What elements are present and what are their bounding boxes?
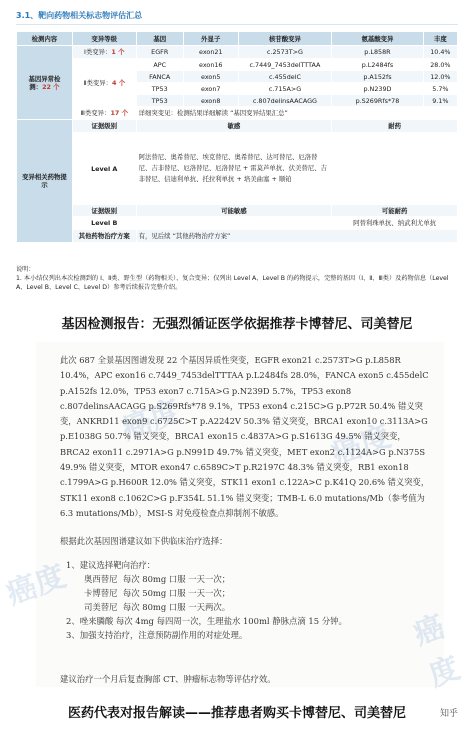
evidence-header: 证据级别 xyxy=(72,120,136,133)
watermark: 癌度 xyxy=(409,609,465,694)
table-row xyxy=(17,59,458,71)
drug-line xyxy=(60,572,430,586)
gene-cell: APC xyxy=(136,59,183,71)
exon-cell: exon5 xyxy=(183,71,238,83)
nuc-cell: c.2573T>G xyxy=(238,46,332,59)
drug-dose: 每次 80mg 口服 一天两次。 xyxy=(122,602,231,612)
col-header: 核苷酸变异 xyxy=(238,32,332,46)
gene-cell: FANCA xyxy=(136,71,183,83)
watermark: 癌度 xyxy=(117,393,186,447)
freq-cell: 9.1% xyxy=(423,95,457,107)
level-b: Level B xyxy=(72,217,136,230)
other-value: 有，见后续 “其他药物治疗方案” xyxy=(136,230,457,243)
sensitive-header: 敏感 xyxy=(136,120,332,133)
col-header: 丰度 xyxy=(423,32,457,46)
resistant-header: 耐药 xyxy=(332,120,458,133)
gene-section-label: 基因异常检 测：22 个 xyxy=(17,46,73,120)
summary-table xyxy=(16,31,458,243)
drug-label: 变异相关药物提示 xyxy=(17,120,73,243)
plan-intro: 根据此次基因图谱建议如下供临床治疗选择： xyxy=(60,536,228,546)
nuc-cell: c.7449_7453delTTTAA xyxy=(238,59,332,71)
table-header-row xyxy=(17,32,458,46)
col-header: 氨基酸变异 xyxy=(332,32,423,46)
plan-item-3: 3、加强支持治疗，注意预防副作用的对症处理。 xyxy=(66,630,248,640)
other-label: 其他药物治疗方案 xyxy=(72,230,136,243)
gene-cell: TP53 xyxy=(136,83,183,95)
table-row xyxy=(17,217,458,230)
level3-label: Ⅲ类变异：17 个 xyxy=(72,107,136,120)
table-row xyxy=(17,230,458,243)
drug-line xyxy=(60,600,430,614)
drug-name: 奥西替尼 xyxy=(84,574,118,584)
possible-sensitive-header: 可能敏感 xyxy=(136,205,332,217)
drug-name: 司美替尼 xyxy=(84,602,118,612)
notes xyxy=(16,265,458,292)
gene-cell: EGFR xyxy=(136,46,183,59)
followup-text: 建议治疗一个月后复查胸部 CT、肿瘤标志物等评估疗效。 xyxy=(60,674,276,684)
aa-cell: p.A152fs xyxy=(332,71,423,83)
freq-cell: 5.7% xyxy=(423,83,457,95)
col-header: 变异等级 xyxy=(72,32,136,46)
level-a: Level A xyxy=(72,133,136,205)
level2-label: Ⅱ类变异：4 个 xyxy=(72,59,136,107)
headline-1: 基因检测报告：无强烈循证医学依据推荐卡博替尼、司美替尼 xyxy=(61,317,413,332)
divider xyxy=(16,24,458,25)
exon-cell: exon16 xyxy=(183,59,238,71)
aa-cell: p.L858R xyxy=(332,46,423,59)
section-title: 3.1、靶向药物相关标志物评估汇总 xyxy=(16,11,143,20)
freq-cell: 28.0% xyxy=(423,59,457,71)
level-a-resistant xyxy=(332,133,458,205)
drug-name: 卡博替尼 xyxy=(84,588,118,598)
col-header: 外显子 xyxy=(183,32,238,46)
table-row xyxy=(17,120,458,133)
headline-2: 医药代表对报告解读——推荐患者购买卡博替尼、司美替尼 xyxy=(67,706,406,721)
level-a-sensitive: 阿法替尼、奥希替尼、埃克替尼、奥希替尼、达可替尼、厄洛替尼、吉非替尼、厄洛替尼、厄洛替尼 + 雷莫芦单抗、伏美替尼、吉非替尼、信迪利单抗、托拉利单抗 + 培美曲塞 + 顺铂 xyxy=(136,133,332,205)
level1-label: Ⅰ类变异：1 个 xyxy=(72,46,136,59)
watermark: 癌度 xyxy=(327,418,396,472)
notes-title: 说明： xyxy=(16,266,35,273)
treatment-plan xyxy=(60,534,430,642)
col-header: 检测内容 xyxy=(17,32,73,46)
evidence-header: 证据级别 xyxy=(72,205,136,217)
table-row xyxy=(17,107,458,120)
aa-cell: p.L2484fs xyxy=(332,59,423,71)
nuc-cell: c.807delinsAACAGG xyxy=(238,95,332,107)
table-row xyxy=(17,133,458,205)
aa-cell: p.N239D xyxy=(332,83,423,95)
table-row xyxy=(17,205,458,217)
exon-cell: exon7 xyxy=(183,83,238,95)
drug-dose: 每次 80mg 口服 一天一次； xyxy=(122,574,231,584)
table-row xyxy=(17,46,458,59)
possible-resistant-header: 可能耐药 xyxy=(332,205,458,217)
zhihu-watermark: 知乎 xyxy=(439,709,458,719)
plan-item-1: 1、建议选择靶向治疗： xyxy=(66,560,156,570)
watermark: 癌度 xyxy=(2,558,71,612)
freq-cell: 10.4% xyxy=(423,46,457,59)
exon-cell: exon21 xyxy=(183,46,238,59)
drug-dose: 每次 50mg 口服 一天一次； xyxy=(122,588,231,598)
col-header: 基因 xyxy=(136,32,183,46)
nuc-cell: c.715A>G xyxy=(238,83,332,95)
report-text: 此次 687 全景基因图谱发现 22 个基因异质性突变，EGFR exon21 c.2573T>G p.L858R 10.4%，APC exon16 c.7449_7453delTTTAA p.L2484fs 28.0%，FANCA exon5 c.455delC p.A152fs 12.0%，TP53 exon7 c.715A>G p.N239D 5.7%，TP53 exon8 c.807delinsAACAGG p.S269Rfs*78 9.1%，TP53 exon4 c.215C>G p.P72R 50.4% 错义突变，ANKRD11 exon9 c.6725C>T p.A2242V 50.3% 错义突变，BRCA1 exon10 c.3113A>G p.E1038G 50.7% 错义突变，BRCA1 exon15 c.4837A>G p.S1613G 49.5% 错义突变，BRCA2 exon11 c.2971A>G p.N991D 49.7% 错义突变，MET exon2 c.1124A>G p.N375S 49.9% 错义突变，MTOR exon47 c.6589C>T p.R2197C 48.3% 错义突变，RB1 exon18 c.1799A>G p.H600R 12.0% 错义突变，STK11 exon1 c.122A>C p.K41Q 20.6% 错义突变，STK11 exon8 c.1062C>G p.F354L 51.1% 错义突变；TMB-L 6.0 mutations/Mb（参考值为 6.3 mutations/Mb），MSI-S 对免疫检查点抑制剂不敏感。 xyxy=(60,355,430,518)
notes-item: 1. 本小结仅列出本次检测到的 Ⅰ、Ⅱ类、野生型（药物相关）、复合变异；仅列出 Level A、Level B 的药物提示，完整的基因（Ⅰ、Ⅱ、Ⅲ类）及药物信息（Level A、Level B、Level C、Level D）参考后续报告完整介绍。 xyxy=(16,275,449,291)
exon-cell: exon8 xyxy=(183,95,238,107)
gene-cell: TP53 xyxy=(136,95,183,107)
drug-line xyxy=(60,586,430,600)
freq-cell: 12.0% xyxy=(423,71,457,83)
plan-item-2: 2、唑来膦酸 每次 4mg 每四周一次，生理盐水 100ml 静脉点滴 15 分钟。 xyxy=(66,616,347,626)
aa-cell: p.S269Rfs*78 xyxy=(332,95,423,107)
level3-note: 详细突变见：检测结果详细解读 “基因变异结果汇总” xyxy=(136,107,457,120)
level-b-sensitive xyxy=(136,217,332,230)
report-summary-page xyxy=(0,0,474,300)
level-b-resistant: 阿替利珠单抗、纳武利尤单抗 xyxy=(332,217,458,230)
nuc-cell: c.455delC xyxy=(238,71,332,83)
